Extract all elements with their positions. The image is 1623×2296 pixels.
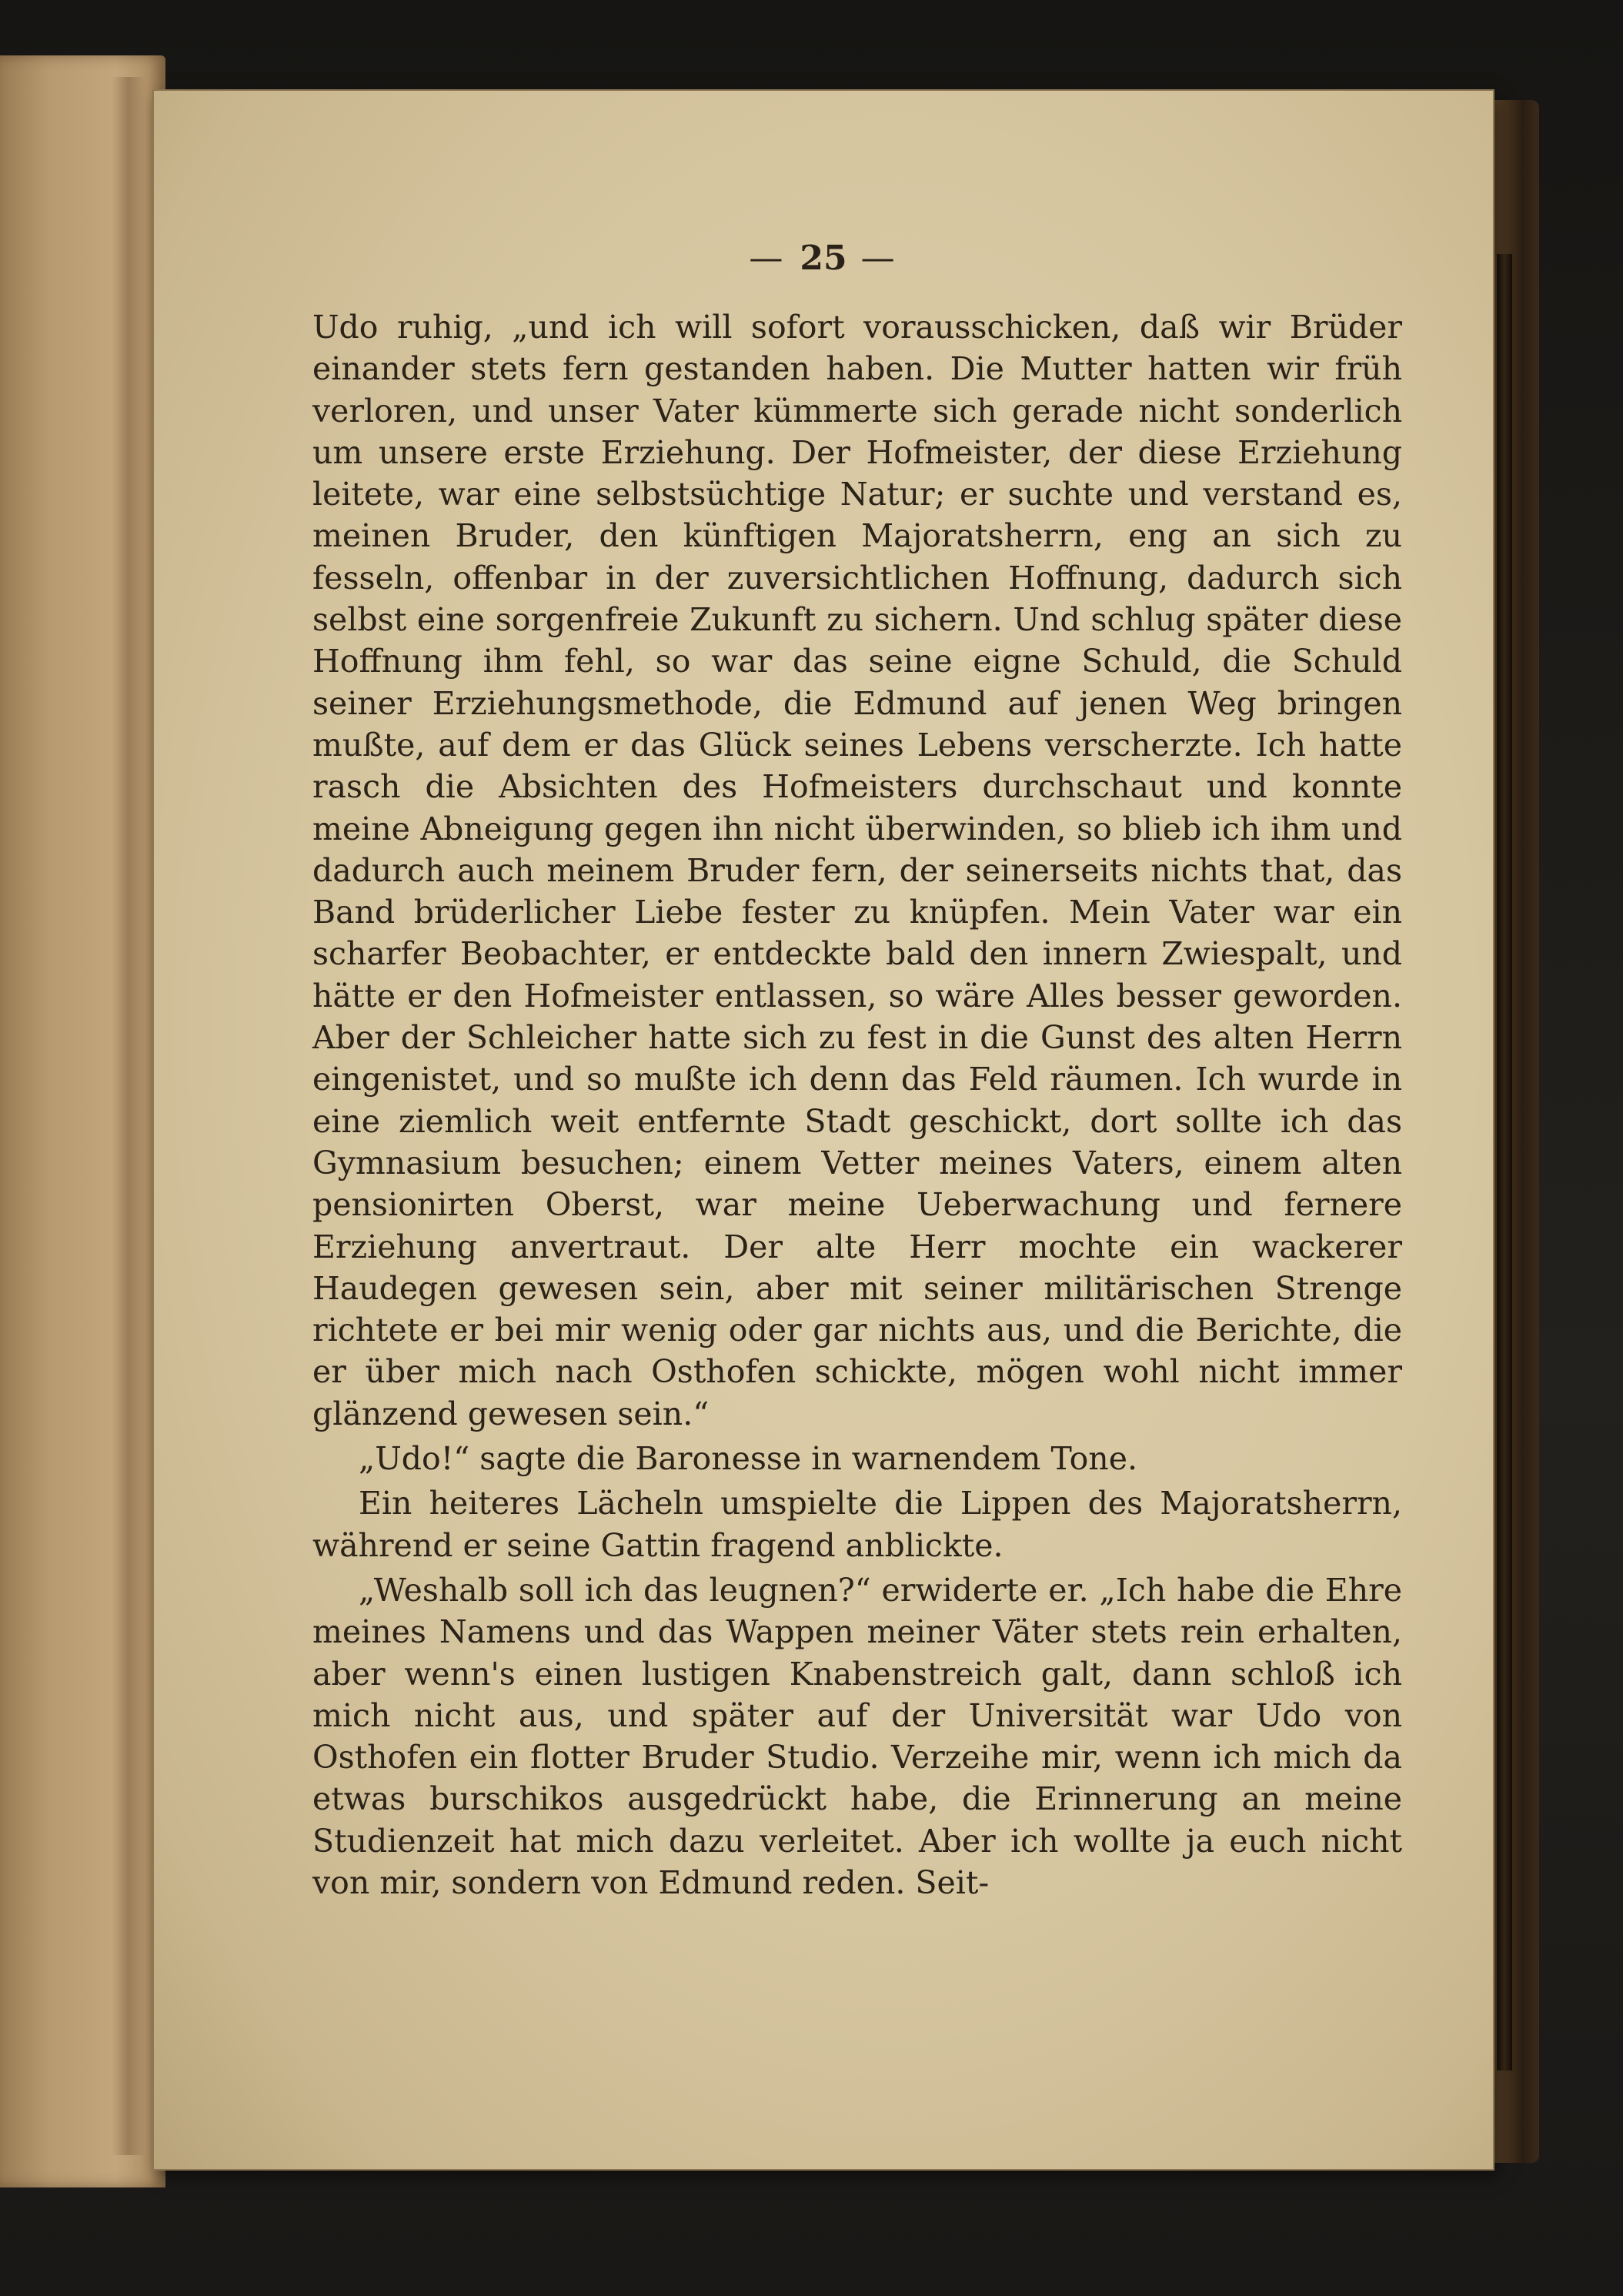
page-number: 25 <box>800 239 847 278</box>
spine-binding <box>1497 254 1512 2070</box>
left-page-shadow <box>112 77 145 2155</box>
book-spine <box>1485 100 1539 2163</box>
book-page <box>154 91 1493 2169</box>
paragraph-3: Ein heiteres Lächeln umspielte die Lippen des Majoratsherrn, während er seine Gattin fragend anblickte. <box>312 1485 1402 1564</box>
page-header <box>154 239 1493 278</box>
paragraph-4: „Weshalb soll ich das leugnen?“ erwiderte er. „Ich habe die Ehre meines Namens und das Wappen meiner Väter stets rein erhalten, aber wenn's einen lustigen Knabenstreich galt, dann schloß ich mich nicht aus, und später auf der Universität war Udo von Osthofen ein flotter Bruder Studio. Verzeihe mir, wenn ich mich da etwas burschikos ausgedrückt habe, die Erinnerung an meine Studienzeit hat mich dazu verleitet. Aber ich wollte ja euch nicht von mir, sondern von Edmund reden. Seit- <box>312 1571 1402 1901</box>
paragraph-2: „Udo!“ sagte die Baronesse in warnendem Tone. <box>359 1440 1137 1478</box>
header-dash-right: — <box>847 239 898 278</box>
header-dash-left: — <box>749 239 800 278</box>
paragraph-1: Udo ruhig, „und ich will sofort vorausschicken, daß wir Brüder einander stets fern gestanden haben. Die Mutter hatten wir früh verloren, und unser Vater kümmerte sich gerade nicht sonderlich um unsere erste Erziehung. Der Hofmeister, der diese Erziehung leitete, war eine selbstsüchtige Natur; er suchte und verstand es, meinen Bruder, den künftigen Majoratsherrn, eng an sich zu fesseln, offenbar in der zuversichtlichen Hoffnung, dadurch sich selbst eine sorgenfreie Zukunft zu sichern. Und schlug später diese Hoffnung ihm fehl, so war das seine eigne Schuld, die Schuld seiner Erziehungsmethode, die Edmund auf jenen Weg bringen mußte, auf dem er das Glück seines Lebens verscherzte. Ich hatte rasch die Absichten des Hofmeisters durchschaut und konnte meine Abneigung gegen ihn nicht überwinden, so blieb ich ihm und dadurch auch meinem Bruder fern, der seinerseits nichts that, das Band brüderlicher Liebe fester zu knüpfen. Mein Vater war ein scharfer Beobachter, er entdeckte bald den innern Zwiespalt, und hätte er den Hofmeister entlassen, so wäre Alles besser geworden. Aber der Schleicher hatte sich zu fest in die Gunst des alten Herrn eingenistet, und so mußte ich denn das Feld räumen. Ich wurde in eine ziemlich weit entfernte Stadt geschickt, dort sollte ich das Gymnasium besuchen; einem Vetter meines Vaters, einem alten pensionirten Oberst, war meine Ueberwachung und fernere Erziehung anvertraut. Der alte Herr mochte ein wackerer Haudegen gewesen sein, aber mit seiner militärischen Strenge richtete er bei mir wenig oder gar nichts aus, und die Berichte, die er über mich nach Osthofen schickte, mögen wohl nicht immer glänzend gewesen sein.“ <box>312 309 1402 1432</box>
body-text <box>312 306 1402 1903</box>
